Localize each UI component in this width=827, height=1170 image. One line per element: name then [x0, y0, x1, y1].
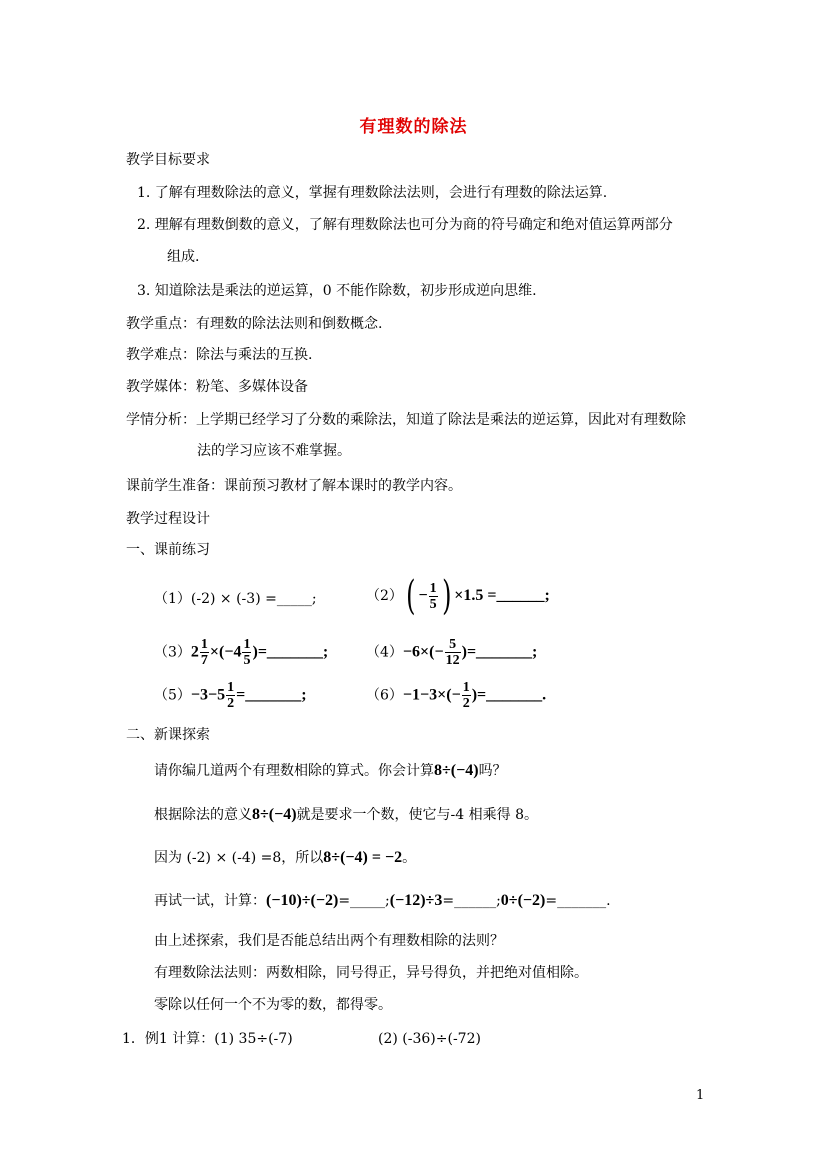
difficulty: 教学难点：除法与乘法的互换. [126, 347, 313, 363]
page-number: 1 [696, 1088, 705, 1103]
explore-paragraph-5: 由上述探索，我们是否能总结出两个有理数相除的法则？ [154, 933, 504, 949]
exercise-4: （4）−6×(− $\frac{5}{12}$ )=_______; [366, 637, 538, 668]
document-title: 有理数的除法 [359, 117, 468, 137]
objective-item-2: 2. 理解有理数倒数的意义，了解有理数除法也可分为商的符号确定和绝对值运算两部分 [137, 217, 673, 233]
exercise-5-label: （5） [154, 687, 191, 704]
exercise-3-label: （3） [154, 644, 191, 661]
example-1: 1．例1 计算：(1) 35÷(-7) [122, 1031, 293, 1047]
exercise-2-tail: ×1.5 =______; [454, 587, 550, 604]
exercise-6-label: （6） [366, 687, 403, 704]
exercise-5-fraction: $\frac{1}{2}$ [227, 680, 235, 711]
objective-item-1: 1. 了解有理数除法的意义，掌握有理数除法法则，会进行有理数的除法运算. [137, 185, 608, 201]
exercise-5: （5）−3−5 $\frac{1}{2}$ =_______; [154, 680, 307, 711]
explore-expression-1: 8÷(−4) [434, 762, 479, 779]
objectives-heading: 教学目标要求 [126, 152, 210, 168]
section-2-heading: 二、新课探索 [126, 727, 210, 743]
explore-paragraph-1: 请你编几道两个有理数相除的算式。你会计算8÷(−4)吗？ [154, 762, 507, 779]
exercise-2-label: （2） [366, 588, 403, 604]
section-1-heading: 一、课前练习 [126, 542, 210, 558]
explore-paragraph-2: 根据除法的意义8÷(−4)就是要求一个数，使它与-4 相乘得 8。 [154, 806, 539, 823]
exercise-2-sign: − [418, 587, 428, 604]
exercise-3-fraction-1: $\frac{1}{7}$ [200, 637, 208, 668]
explore-expression-2: 8÷(−4) [252, 806, 297, 823]
exercise-3: （3）2 $\frac{1}{7}$ ×(−4 $\frac{1}{5}$ )=_______; [154, 637, 329, 668]
teaching-media: 教学媒体：粉笔、多媒体设备 [126, 379, 308, 395]
exercise-2: （2）( − $\frac{1}{5}$ ) ×1.5 =______; [366, 573, 550, 619]
exercise-1: （1）(-2) × (-3) =_____; [154, 591, 317, 607]
example-1-part-2: (2) (-36)÷(-72) [378, 1031, 481, 1047]
process-heading: 教学过程设计 [126, 511, 210, 527]
zero-rule: 零除以任何一个不为零的数，都得零。 [154, 997, 392, 1013]
key-point: 教学重点：有理数的除法法则和倒数概念. [126, 316, 383, 332]
student-analysis: 学情分析：上学期已经学习了分数的乘除法，知道了除法是乘法的逆运算，因此对有理数除 [126, 412, 686, 428]
explore-paragraph-4: 再试一试，计算：(−10)÷(−2)=_____;(−12)÷3=______;0÷(−2)=_______. [154, 892, 611, 909]
exercise-6-fraction: $\frac{1}{2}$ [462, 680, 470, 711]
exercise-6: （6）−1−3×(− $\frac{1}{2}$ )=_______. [366, 680, 547, 711]
exercise-4-label: （4） [366, 644, 403, 661]
division-rule: 有理数除法法则：两数相除，同号得正，异号得负，并把绝对值相除。 [154, 965, 588, 981]
student-analysis-cont: 法的学习应该不难掌握。 [197, 443, 351, 459]
exercise-2-fraction: $\frac{1}{5}$ [429, 580, 437, 612]
exercise-4-fraction: $\frac{5}{12}$ [445, 637, 460, 668]
explore-expression-3: 8÷(−4) = −2 [323, 849, 403, 866]
objective-item-2-cont: 组成. [167, 249, 200, 265]
exercise-3-fraction-2: $\frac{1}{5}$ [243, 637, 251, 668]
objective-item-3: 3. 知道除法是乘法的逆运算，0 不能作除数，初步形成逆向思维. [137, 283, 537, 299]
preparation: 课前学生准备：课前预习教材了解本课时的教学内容。 [126, 478, 462, 494]
explore-paragraph-3: 因为 (-2) × (-4) =8，所以8÷(−4) = −2。 [154, 849, 417, 866]
